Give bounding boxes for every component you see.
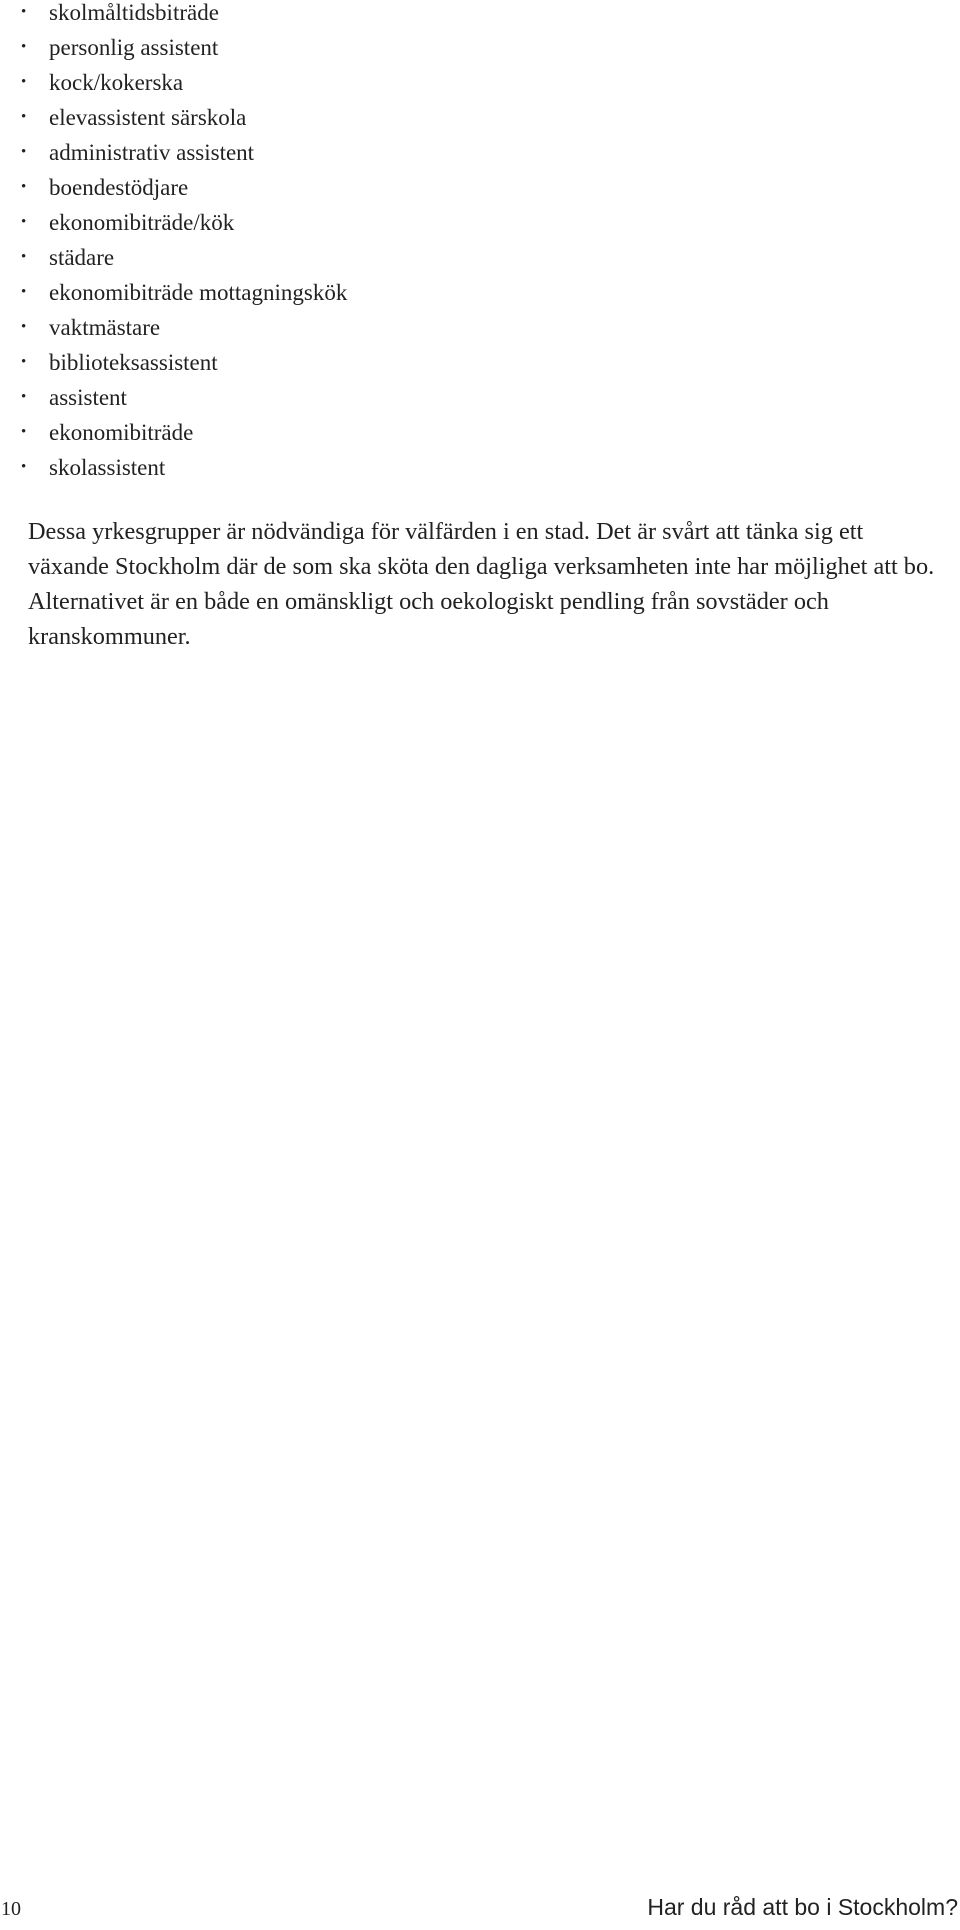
list-item-label: biblioteksassistent — [49, 350, 218, 375]
list-item — [21, 65, 621, 100]
bullet-icon: • — [21, 389, 27, 405]
bullet-icon: • — [21, 4, 27, 20]
list-item-label: skolassistent — [49, 455, 166, 480]
list-item — [21, 415, 621, 450]
list-item-label: kock/kokerska — [49, 70, 184, 95]
list-item — [21, 450, 621, 485]
list-item-label: ekonomibiträde/kök — [49, 210, 235, 235]
bullet-icon: • — [21, 249, 27, 265]
bullet-icon: • — [21, 74, 27, 90]
list-item — [21, 240, 621, 275]
bullet-icon: • — [21, 214, 27, 230]
list-item-label: vaktmästare — [49, 315, 161, 340]
bullet-icon: • — [21, 319, 27, 335]
list-item — [21, 275, 621, 310]
list-item-label: ekonomibiträde — [49, 420, 194, 445]
list-item — [21, 170, 621, 205]
list-item — [21, 30, 621, 65]
running-footer-title: Har du råd att bo i Stockholm? — [647, 1894, 958, 1920]
list-item-label: städare — [49, 245, 115, 270]
body-paragraph: Dessa yrkesgrupper är nödvändiga för välfärden i en stad. Det är svårt att tänka sig ett växande Stockholm där de som ska sköta den dagliga verksamheten inte har möjlighet att bo. Alternativet är en både en omänskligt och oekologiskt pendling från sovstäder och kranskommuner. — [28, 518, 935, 650]
bullet-icon: • — [21, 109, 27, 125]
list-item — [21, 310, 621, 345]
page-number: 10 — [1, 1898, 21, 1920]
list-item-label: assistent — [49, 385, 127, 410]
list-item-label: administrativ assistent — [49, 140, 255, 165]
bullet-icon: • — [21, 39, 27, 55]
bullet-icon: • — [21, 144, 27, 160]
list-item-label: ekonomibiträde mottagningskök — [49, 280, 348, 305]
list-item — [21, 100, 621, 135]
list-item-label: elevassistent särskola — [49, 105, 247, 130]
list-item — [21, 205, 621, 240]
list-item-label: skolmåltidsbiträde — [49, 0, 219, 25]
bullet-icon: • — [21, 459, 27, 475]
bullet-icon: • — [21, 179, 27, 195]
list-item-label: boendestödjare — [49, 175, 189, 200]
list-item — [21, 0, 621, 30]
bullet-icon: • — [21, 284, 27, 300]
list-item — [21, 380, 621, 415]
bullet-icon: • — [21, 424, 27, 440]
list-item-label: personlig assistent — [49, 35, 219, 60]
job-list — [21, 0, 621, 485]
bullet-icon: • — [21, 354, 27, 370]
list-item — [21, 345, 621, 380]
list-item — [21, 135, 621, 170]
